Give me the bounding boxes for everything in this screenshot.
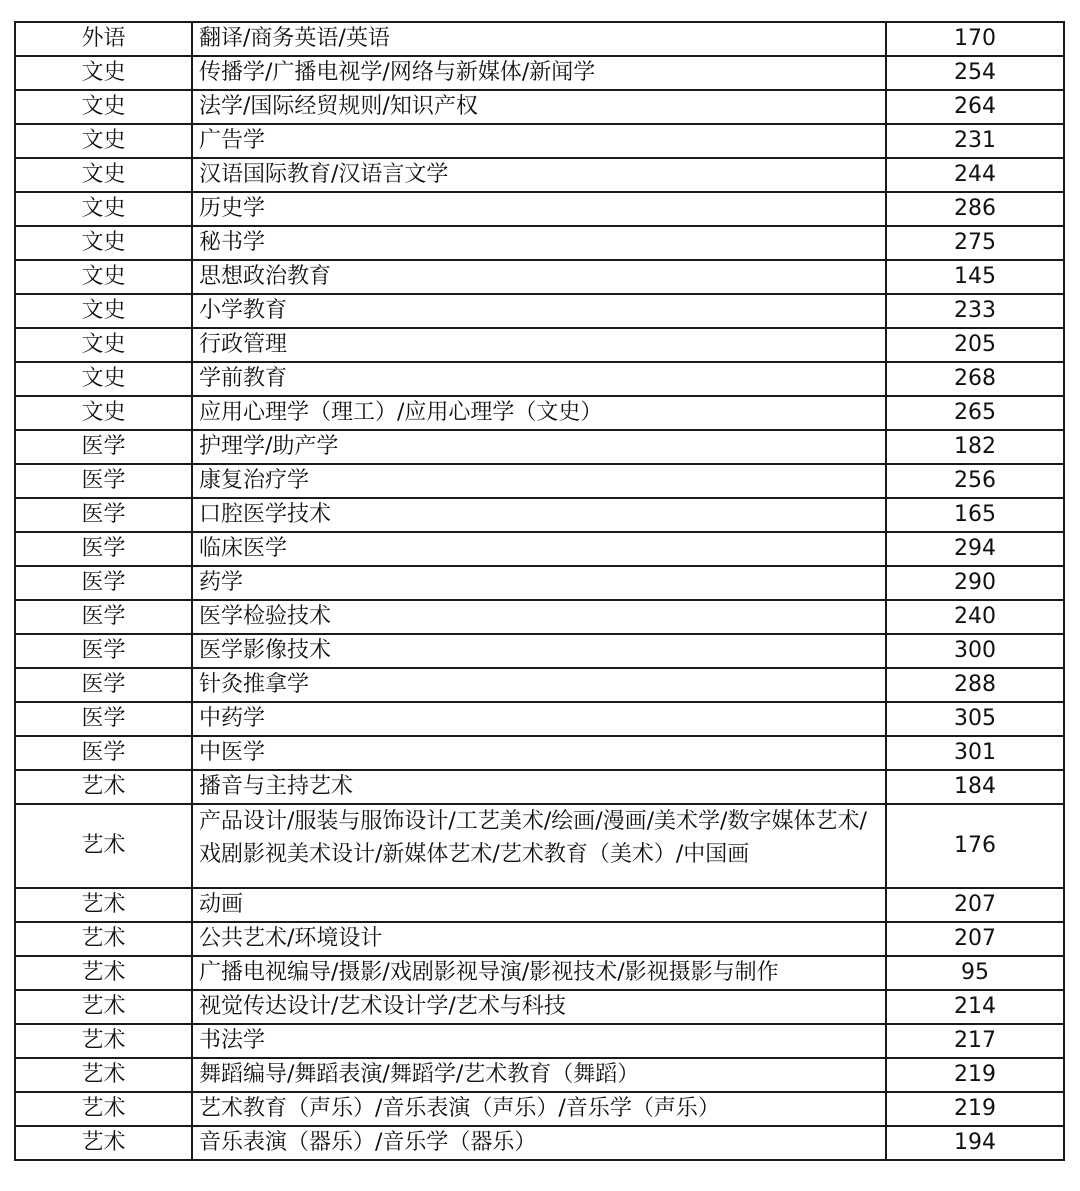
table-row <box>15 702 1064 736</box>
major-cell: 汉语国际教育/汉语言文学 <box>192 158 886 192</box>
table-row <box>15 804 1064 888</box>
table-row <box>15 600 1064 634</box>
major-cell: 秘书学 <box>192 226 886 260</box>
score-cell: 286 <box>886 192 1064 226</box>
major-cell: 广告学 <box>192 124 886 158</box>
category-cell: 医学 <box>15 498 192 532</box>
table-row <box>15 770 1064 804</box>
major-cell: 应用心理学（理工）/应用心理学（文史） <box>192 396 886 430</box>
score-cell: 240 <box>886 600 1064 634</box>
category-cell: 外语 <box>15 22 192 56</box>
major-cell: 护理学/助产学 <box>192 430 886 464</box>
score-cell: 305 <box>886 702 1064 736</box>
major-cell: 小学教育 <box>192 294 886 328</box>
major-cell: 康复治疗学 <box>192 464 886 498</box>
category-cell: 艺术 <box>15 990 192 1024</box>
category-cell: 艺术 <box>15 770 192 804</box>
major-cell: 医学检验技术 <box>192 600 886 634</box>
category-cell: 医学 <box>15 566 192 600</box>
major-cell: 医学影像技术 <box>192 634 886 668</box>
score-cell: 256 <box>886 464 1064 498</box>
category-cell: 医学 <box>15 634 192 668</box>
score-cell: 217 <box>886 1024 1064 1058</box>
table-row <box>15 396 1064 430</box>
score-table <box>14 21 1065 1161</box>
category-cell: 艺术 <box>15 1092 192 1126</box>
category-cell: 艺术 <box>15 888 192 922</box>
table-row <box>15 158 1064 192</box>
table-row <box>15 990 1064 1024</box>
score-cell: 231 <box>886 124 1064 158</box>
category-cell: 文史 <box>15 294 192 328</box>
major-cell: 书法学 <box>192 1024 886 1058</box>
major-cell: 传播学/广播电视学/网络与新媒体/新闻学 <box>192 56 886 90</box>
category-cell: 艺术 <box>15 922 192 956</box>
category-cell: 医学 <box>15 600 192 634</box>
category-cell: 文史 <box>15 226 192 260</box>
table-row <box>15 260 1064 294</box>
table-row <box>15 1024 1064 1058</box>
score-cell: 301 <box>886 736 1064 770</box>
category-cell: 医学 <box>15 668 192 702</box>
table-row <box>15 566 1064 600</box>
table-row <box>15 22 1064 56</box>
category-cell: 文史 <box>15 192 192 226</box>
category-cell: 文史 <box>15 260 192 294</box>
major-cell-text: 产品设计/服装与服饰设计/工艺美术/绘画/漫画/美术学/数字媒体艺术/戏剧影视美术设计/新媒体艺术/艺术教育（美术）/中国画 <box>199 809 867 867</box>
score-cell: 207 <box>886 888 1064 922</box>
score-cell: 268 <box>886 362 1064 396</box>
major-cell: 行政管理 <box>192 328 886 362</box>
score-cell: 294 <box>886 532 1064 566</box>
major-cell: 艺术教育（声乐）/音乐表演（声乐）/音乐学（声乐） <box>192 1092 886 1126</box>
category-cell: 医学 <box>15 430 192 464</box>
category-cell: 医学 <box>15 464 192 498</box>
score-cell: 219 <box>886 1058 1064 1092</box>
table-row <box>15 498 1064 532</box>
category-cell: 文史 <box>15 362 192 396</box>
major-cell: 临床医学 <box>192 532 886 566</box>
table-row <box>15 56 1064 90</box>
score-cell: 244 <box>886 158 1064 192</box>
table-row <box>15 1126 1064 1160</box>
score-cell: 95 <box>886 956 1064 990</box>
score-cell: 207 <box>886 922 1064 956</box>
table-row <box>15 922 1064 956</box>
major-cell <box>192 804 886 888</box>
major-cell: 药学 <box>192 566 886 600</box>
table-row <box>15 668 1064 702</box>
category-cell: 医学 <box>15 532 192 566</box>
category-cell: 医学 <box>15 736 192 770</box>
score-cell: 290 <box>886 566 1064 600</box>
major-cell: 翻译/商务英语/英语 <box>192 22 886 56</box>
score-cell: 182 <box>886 430 1064 464</box>
category-cell: 艺术 <box>15 1024 192 1058</box>
major-cell: 学前教育 <box>192 362 886 396</box>
major-cell: 历史学 <box>192 192 886 226</box>
table-row <box>15 294 1064 328</box>
table-row <box>15 90 1064 124</box>
score-cell: 184 <box>886 770 1064 804</box>
category-cell: 医学 <box>15 702 192 736</box>
table-row <box>15 464 1064 498</box>
major-cell: 中医学 <box>192 736 886 770</box>
score-cell: 264 <box>886 90 1064 124</box>
table-row <box>15 1058 1064 1092</box>
category-cell: 艺术 <box>15 1058 192 1092</box>
major-cell: 舞蹈编导/舞蹈表演/舞蹈学/艺术教育（舞蹈） <box>192 1058 886 1092</box>
score-cell: 145 <box>886 260 1064 294</box>
score-cell: 300 <box>886 634 1064 668</box>
category-cell: 文史 <box>15 90 192 124</box>
category-cell: 艺术 <box>15 956 192 990</box>
table-row <box>15 736 1064 770</box>
major-cell: 音乐表演（器乐）/音乐学（器乐） <box>192 1126 886 1160</box>
table-row <box>15 888 1064 922</box>
score-cell: 176 <box>886 804 1064 888</box>
major-cell: 公共艺术/环境设计 <box>192 922 886 956</box>
score-cell: 194 <box>886 1126 1064 1160</box>
major-cell: 广播电视编导/摄影/戏剧影视导演/影视技术/影视摄影与制作 <box>192 956 886 990</box>
score-cell: 219 <box>886 1092 1064 1126</box>
major-cell: 中药学 <box>192 702 886 736</box>
table-row <box>15 532 1064 566</box>
score-cell: 205 <box>886 328 1064 362</box>
table-row <box>15 1092 1064 1126</box>
table-row <box>15 192 1064 226</box>
category-cell: 文史 <box>15 396 192 430</box>
table-row <box>15 362 1064 396</box>
table-row <box>15 956 1064 990</box>
table-row <box>15 226 1064 260</box>
major-cell: 思想政治教育 <box>192 260 886 294</box>
score-cell: 288 <box>886 668 1064 702</box>
score-cell: 233 <box>886 294 1064 328</box>
category-cell: 文史 <box>15 124 192 158</box>
category-cell: 文史 <box>15 158 192 192</box>
score-cell: 275 <box>886 226 1064 260</box>
major-cell: 播音与主持艺术 <box>192 770 886 804</box>
major-cell: 针灸推拿学 <box>192 668 886 702</box>
score-cell: 254 <box>886 56 1064 90</box>
score-cell: 170 <box>886 22 1064 56</box>
score-cell: 265 <box>886 396 1064 430</box>
table-row <box>15 328 1064 362</box>
major-cell: 视觉传达设计/艺术设计学/艺术与科技 <box>192 990 886 1024</box>
major-cell: 法学/国际经贸规则/知识产权 <box>192 90 886 124</box>
category-cell: 艺术 <box>15 1126 192 1160</box>
category-cell: 艺术 <box>15 804 192 888</box>
major-cell: 动画 <box>192 888 886 922</box>
category-cell: 文史 <box>15 56 192 90</box>
table-row <box>15 124 1064 158</box>
major-cell: 口腔医学技术 <box>192 498 886 532</box>
table-row <box>15 634 1064 668</box>
category-cell: 文史 <box>15 328 192 362</box>
score-cell: 165 <box>886 498 1064 532</box>
table-row <box>15 430 1064 464</box>
score-cell: 214 <box>886 990 1064 1024</box>
